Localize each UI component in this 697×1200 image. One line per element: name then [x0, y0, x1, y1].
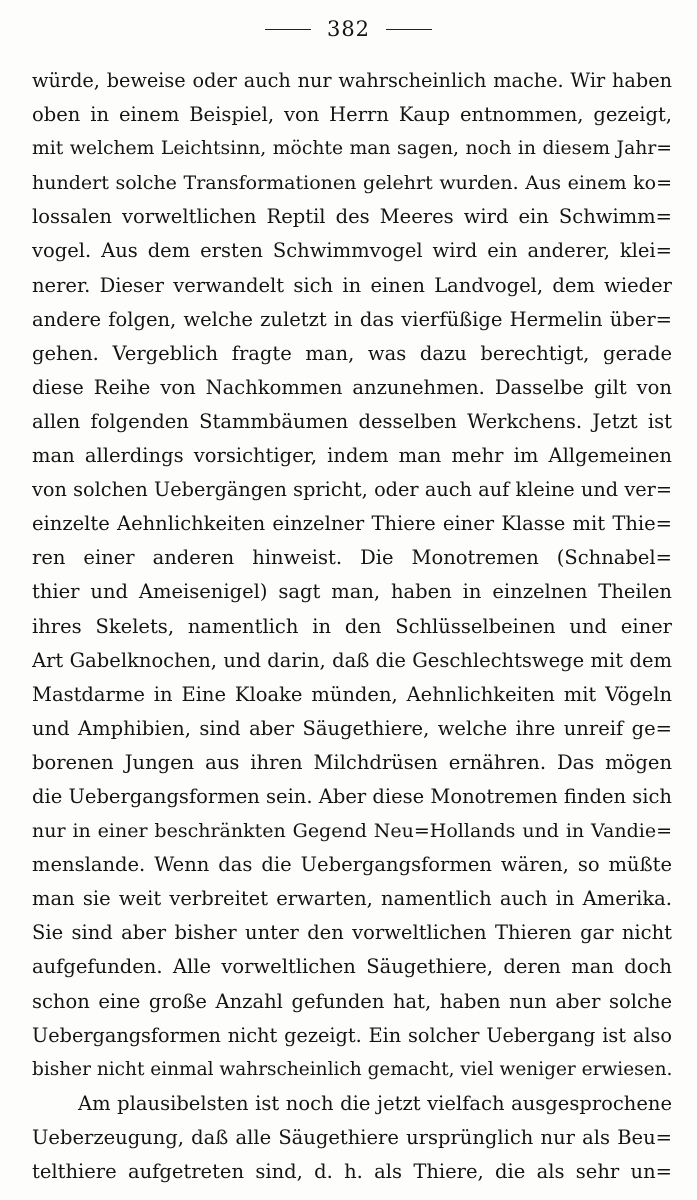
text-line: mit welchem Leichtsinn, möchte man sagen, noch in diesem Jahr= — [32, 138, 672, 160]
text-line: würde, beweise oder auch nur wahrscheinlich mache. Wir haben — [32, 69, 672, 92]
text-line: ren einer anderen hinweist. Die Monotremen (Schnabel= — [32, 546, 672, 570]
text-line: Mastdarme in Eine Kloake münden, Aehnlichkeiten mit Vögeln — [32, 682, 672, 706]
text-line: ihres Skelets, namentlich in den Schlüsselbeinen und einer — [32, 614, 672, 638]
text-line: aufgefunden. Alle vorweltlichen Säugethiere, deren man doch — [32, 955, 672, 979]
text-line: Sie sind aber bisher unter den vorweltlichen Thieren gar nicht — [32, 921, 672, 945]
header-rule-left — [265, 29, 311, 30]
text-line: thier und Ameisenigel) sagt man, haben in einzelnen Theilen — [32, 580, 672, 604]
text-line: Ueberzeugung, daß alle Säugethiere ursprünglich nur als Beu= — [32, 1125, 672, 1149]
text-line: schon eine große Anzahl gefunden hat, haben nun aber solche — [32, 989, 672, 1013]
text-line: lossalen vorweltlichen Reptil des Meeres wird ein Schwimm= — [32, 205, 672, 229]
paragraph-start-line: Am plausibelsten ist noch die jetzt vielfach ausgesprochene — [78, 1091, 672, 1115]
text-line: Art Gabelknochen, und darin, daß die Geschlechtswege mit dem — [32, 648, 672, 672]
text-line: nur in einer beschränkten Gegend Neu=Hollands und in Vandie= — [32, 820, 672, 843]
header-rule-right — [386, 29, 432, 30]
text-line: vogel. Aus dem ersten Schwimmvogel wird ein anderer, klei= — [32, 239, 672, 263]
body-text — [32, 64, 672, 1189]
text-line: von solchen Uebergängen spricht, oder auch auf kleine und ver= — [32, 478, 672, 502]
text-line: telthiere aufgetreten sind, d. h. als Thiere, die als sehr un= — [32, 1160, 672, 1183]
page-number: 382 — [326, 17, 371, 41]
text-line: oben in einem Beispiel, von Herrn Kaup entnommen, gezeigt, — [32, 103, 672, 127]
text-line: man sie weit verbreitet erwarten, namentlich auch in Amerika. — [32, 887, 672, 911]
text-line: borenen Jungen aus ihren Milchdrüsen ernähren. Das mögen — [32, 750, 672, 774]
text-line: und Amphibien, sind aber Säugethiere, welche ihre unreif ge= — [32, 716, 672, 740]
text-line: man allerdings vorsichtiger, indem man mehr im Allgemeinen — [32, 444, 672, 468]
text-line: andere folgen, welche zuletzt in das vierfüßige Hermelin über= — [32, 307, 672, 331]
text-line: allen folgenden Stammbäumen desselben Werkchens. Jetzt ist — [32, 409, 672, 433]
page-header — [0, 14, 697, 44]
text-line: nerer. Dieser verwandelt sich in einen Landvogel, dem wieder — [32, 273, 672, 297]
text-line: die Uebergangsformen sein. Aber diese Monotremen finden sich — [32, 784, 672, 808]
text-line: Uebergangsformen nicht gezeigt. Ein solcher Uebergang ist also — [32, 1023, 672, 1047]
text-line: diese Reihe von Nachkommen anzunehmen. Dasselbe gilt von — [32, 375, 672, 399]
paragraph-end-line: bisher nicht einmal wahrscheinlich gemacht, viel weniger erwiesen. — [32, 1058, 672, 1080]
text-line: gehen. Vergeblich fragte man, was dazu berechtigt, gerade — [32, 341, 672, 365]
text-line: hundert solche Transformationen gelehrt wurden. Aus einem ko= — [32, 172, 672, 195]
text-line: menslande. Wenn das die Uebergangsformen wären, so müßte — [32, 853, 672, 877]
text-line: einzelte Aehnlichkeiten einzelner Thiere einer Klasse mit Thie= — [32, 512, 672, 536]
